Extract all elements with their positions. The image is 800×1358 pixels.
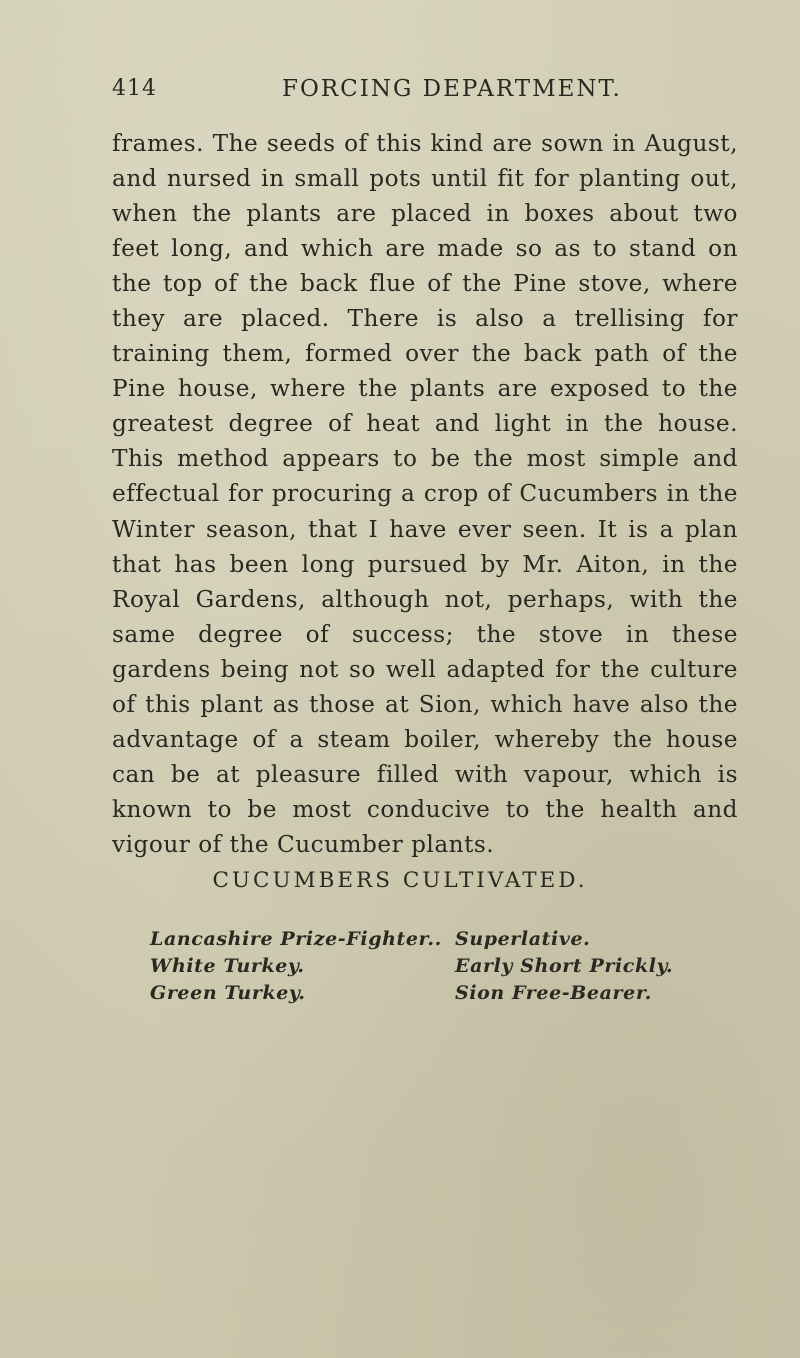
- variety-item: Superlative.: [455, 928, 591, 950]
- running-head: [112, 76, 732, 112]
- variety-item: Green Turkey.: [150, 982, 306, 1004]
- body-paragraph: frames. The seeds of this kind are sown in August, and nursed in small pots until fit for planting out, when the plants are placed in boxes about two feet long, and which are made so as to stand on the top of the back flue of the Pine stove, where they are placed. There is also a trellising for training them, formed over the back path of the Pine house, where the plants are exposed to the greatest degree of heat and light in the house. This method appears to be the most simple and effectual for procuring a crop of Cucumbers in the Winter season, that I have ever seen. It is a plan that has been long pursued by Mr. Aiton, in the Royal Gardens, although not, perhaps, with the same degree of success; the stove in these gardens being not so well adapted for the culture of this plant as those at Sion, which have also the advantage of a steam boiler, whereby the house can be at pleasure filled with vapour, which is known to be most conducive to the health and vigour of the Cucumber plants.: [112, 130, 738, 858]
- running-title: FORCING DEPARTMENT.: [282, 76, 622, 102]
- variety-item: Lancashire Prize-Fighter..: [150, 928, 442, 950]
- variety-column-left: [150, 926, 442, 1007]
- variety-item: White Turkey.: [150, 955, 305, 977]
- variety-list: [150, 926, 750, 1036]
- page-number: 414: [112, 76, 157, 101]
- variety-item: Sion Free-Bearer.: [455, 982, 652, 1004]
- section-heading: CUCUMBERS CULTIVATED.: [212, 868, 588, 893]
- variety-column-right: [455, 926, 673, 1007]
- variety-item: Early Short Prickly.: [455, 955, 674, 977]
